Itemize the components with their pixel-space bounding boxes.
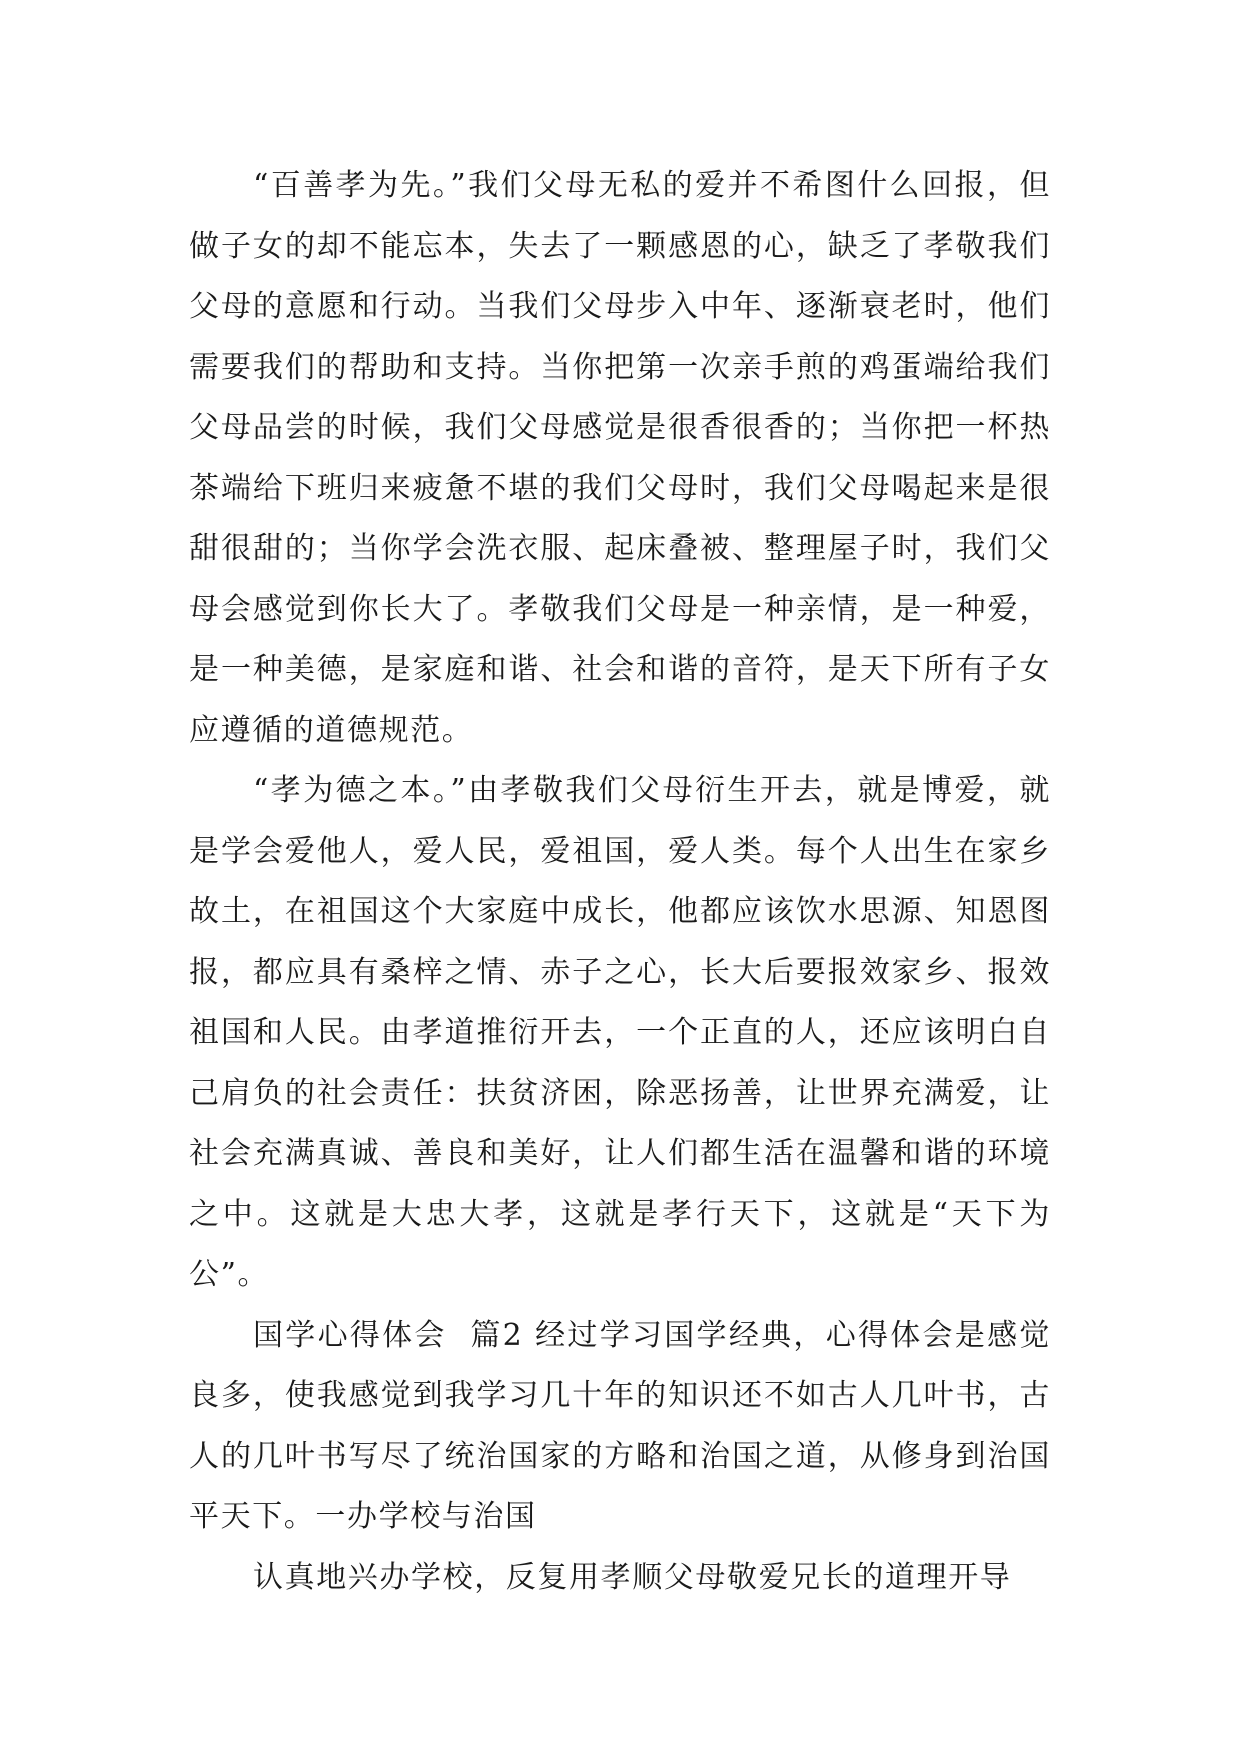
document-body — [189, 156, 1051, 1608]
section-heading: 国学心得体会 篇2 — [253, 1317, 524, 1353]
paragraph-virtue-root: “孝为德之本。”由孝敬我们父母衍生开去，就是博爱，就是学会爱他人，爱人民，爱祖国，爱人类。每个人出生在家乡故土，在祖国这个大家庭中成长，他都应该饮水思源、知恩图报，都应具有桑梓之情、赤子之心，长大后要报效家乡、报效祖国和人民。由孝道推衍开去，一个正直的人，还应该明白自己肩负的社会责任：扶贫济困，除恶扬善，让世界充满爱，让社会充满真诚、善良和美好，让人们都生活在温馨和谐的环境之中。这就是大忠大孝，这就是孝行天下，这就是“天下为公”。 — [189, 773, 1051, 1292]
paragraph-section-intro — [189, 1306, 1051, 1548]
section-body: 经过学习国学经典，心得体会是感觉良多，使我感觉到我学习几十年的知识还不如古人几叶书，古人的几叶书写尽了统治国家的方略和治国之道，从修身到治国平天下。一办学校与治国 — [189, 1317, 1051, 1534]
paragraph-schools: 认真地兴办学校，反复用孝顺父母敬爱兄长的道理开导 — [253, 1559, 1012, 1595]
section-gap — [523, 1318, 535, 1353]
paragraph-filial-piety: “百善孝为先。”我们父母无私的爱并不希图什么回报，但做子女的却不能忘本，失去了一颗感恩的心，缺乏了孝敬我们父母的意愿和行动。当我们父母步入中年、逐渐衰老时，他们需要我们的帮助和支持。当你把第一次亲手煎的鸡蛋端给我们父母品尝的时候，我们父母感觉是很香很香的；当你把一杯热茶端给下班归来疲惫不堪的我们父母时，我们父母喝起来是很甜很甜的；当你学会洗衣服、起床叠被、整理屋子时，我们父母会感觉到你长大了。孝敬我们父母是一种亲情，是一种爱，是一种美德，是家庭和谐、社会和谐的音符，是天下所有子女应遵循的道德规范。 — [189, 168, 1051, 748]
